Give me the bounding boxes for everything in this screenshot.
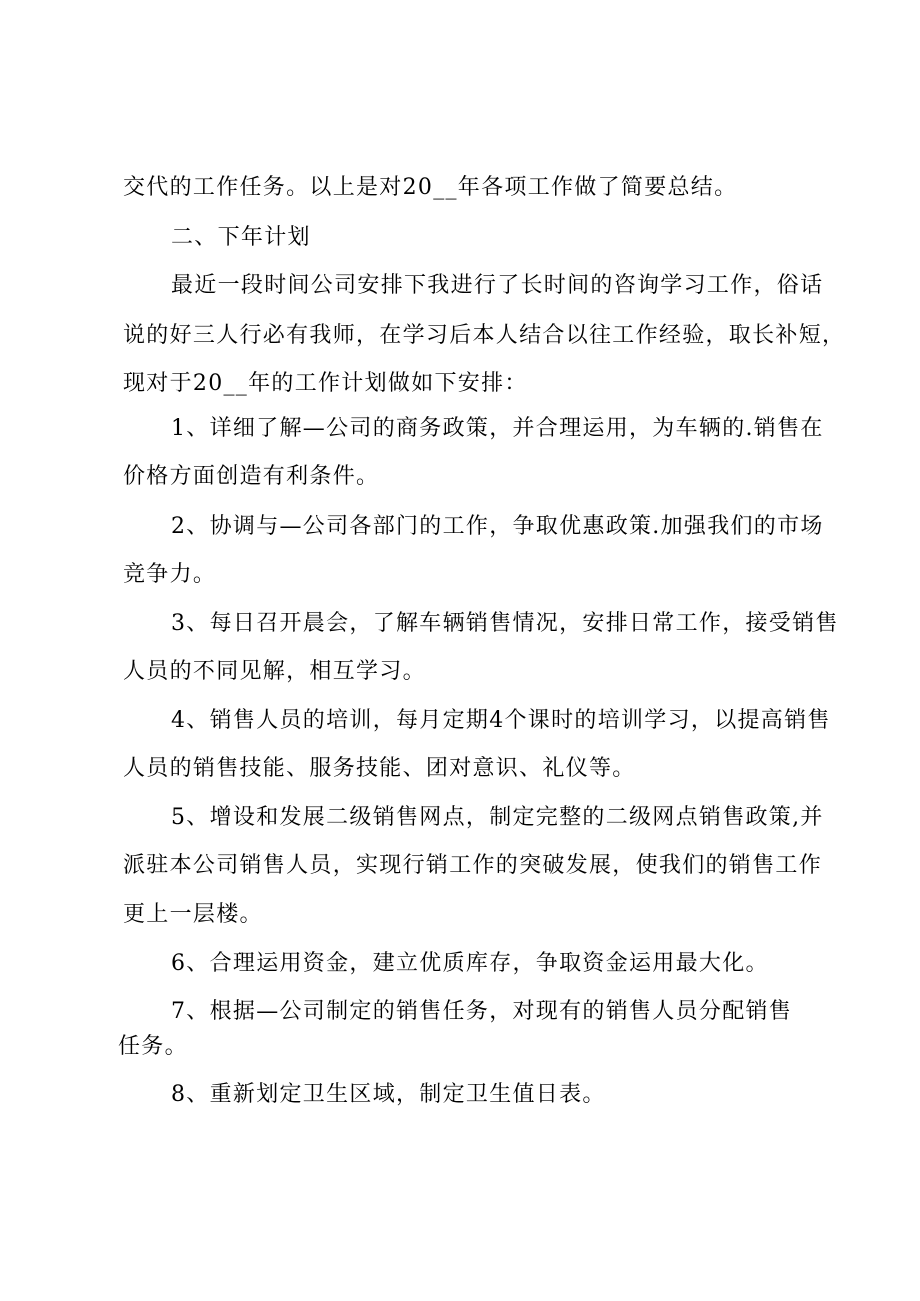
list-item-1-line-1: 1、详细了解—公司的商务政策，并合理运用，为车辆的.销售在 [171,416,824,441]
list-item-7-line-2: 任务。 [118,1034,188,1059]
list-item-4-line-1: 4、销售人员的培训，每月定期4个课时的培训学习，以提高销售 [171,708,831,733]
list-item-1-line-2: 价格方面创造有利条件。 [123,464,380,489]
list-item-6: 6、合理运用资金，建立优质库存，争取资金运用最大化。 [171,951,769,976]
list-item-2-line-1: 2、协调与—公司各部门的工作，争取优惠政策.加强我们的市场 [171,514,824,539]
text-line-3: 最近一段时间公司安排下我进行了长时间的咨询学习工作，俗话 [171,273,824,298]
list-item-8: 8、重新划定卫生区域，制定卫生值日表。 [171,1082,606,1107]
list-item-3-line-1: 3、每日召开晨会，了解车辆销售情况，安排日常工作，接受销售 [171,611,839,636]
list-item-4-line-2: 人员的销售技能、服务技能、团对意识、礼仪等。 [123,756,636,781]
section-heading: 二、下年计划 [171,225,311,250]
text-line-1: 交代的工作任务。以上是对20__年各项工作做了简要总结。 [123,175,738,200]
text-line-5: 现对于20__年的工作计划做如下安排： [123,371,528,396]
list-item-5-line-2: 派驻本公司销售人员，实现行销工作的突破发展，使我们的销售工作 [123,853,823,878]
list-item-5-line-1: 5、增设和发展二级销售网点，制定完整的二级网点销售政策,并 [171,805,824,830]
text-line-4: 说的好三人行必有我师，在学习后本人结合以往工作经验，取长补短， [123,323,846,348]
list-item-2-line-2: 竞争力。 [123,562,217,587]
list-item-7-line-1: 7、根据—公司制定的销售任务，对现有的销售人员分配销售 [171,999,793,1024]
list-item-5-line-3: 更上一层楼。 [123,902,263,927]
list-item-3-line-2: 人员的不同见解，相互学习。 [123,659,426,684]
